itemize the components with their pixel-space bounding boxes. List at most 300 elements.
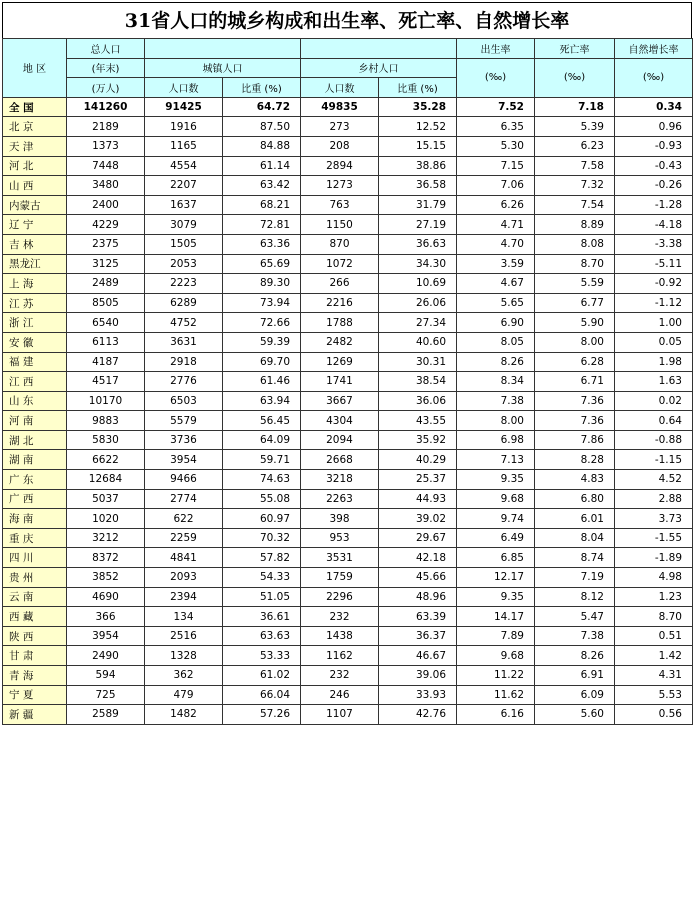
cell-rural-count: 232	[301, 607, 379, 627]
cell-urban-count: 4554	[145, 156, 223, 176]
cell-growth-rate: 5.53	[615, 685, 693, 705]
cell-total-pop: 3125	[67, 254, 145, 274]
cell-rural-ratio: 45.66	[379, 568, 457, 588]
cell-growth-rate: 1.63	[615, 372, 693, 392]
cell-rural-count: 2216	[301, 293, 379, 313]
table-row	[3, 352, 693, 372]
cell-total-pop: 3480	[67, 176, 145, 196]
cell-growth-rate: -0.26	[615, 176, 693, 196]
cell-urban-count: 479	[145, 685, 223, 705]
cell-urban-ratio: 64.72	[223, 97, 301, 117]
cell-birth-rate: 11.62	[457, 685, 535, 705]
cell-growth-rate: 0.64	[615, 411, 693, 431]
cell-urban-ratio: 72.66	[223, 313, 301, 333]
page-title: 31省人口的城乡构成和出生率、死亡率、自然增长率	[2, 2, 692, 38]
cell-rural-ratio: 27.19	[379, 215, 457, 235]
cell-death-rate: 8.00	[535, 332, 615, 352]
table-row	[3, 332, 693, 352]
header-region: 地 区	[3, 39, 67, 98]
cell-urban-count: 1916	[145, 117, 223, 137]
cell-urban-count: 362	[145, 666, 223, 686]
cell-rural-count: 2894	[301, 156, 379, 176]
cell-rural-ratio: 29.67	[379, 528, 457, 548]
cell-total-pop: 4229	[67, 215, 145, 235]
cell-rural-count: 2094	[301, 430, 379, 450]
cell-rural-ratio: 36.37	[379, 626, 457, 646]
cell-death-rate: 6.01	[535, 509, 615, 529]
table-row	[3, 254, 693, 274]
cell-birth-rate: 4.67	[457, 274, 535, 294]
cell-birth-rate: 6.90	[457, 313, 535, 333]
cell-death-rate: 6.71	[535, 372, 615, 392]
cell-urban-ratio: 54.33	[223, 568, 301, 588]
table-row	[3, 509, 693, 529]
cell-urban-count: 3954	[145, 450, 223, 470]
cell-rural-ratio: 42.76	[379, 705, 457, 725]
table-header	[3, 39, 693, 98]
cell-birth-rate: 6.26	[457, 195, 535, 215]
header-death-rate: 死亡率	[535, 39, 615, 59]
table-row	[3, 117, 693, 137]
table-row	[3, 411, 693, 431]
cell-birth-rate: 7.38	[457, 391, 535, 411]
cell-growth-rate: 1.42	[615, 646, 693, 666]
cell-death-rate: 8.08	[535, 234, 615, 254]
table-body	[3, 97, 693, 724]
cell-region: 北 京	[3, 117, 67, 137]
cell-region: 甘 肃	[3, 646, 67, 666]
table-row	[3, 313, 693, 333]
cell-birth-rate: 8.05	[457, 332, 535, 352]
cell-region: 河 北	[3, 156, 67, 176]
cell-urban-ratio: 36.61	[223, 607, 301, 627]
cell-rural-ratio: 39.06	[379, 666, 457, 686]
cell-rural-ratio: 30.31	[379, 352, 457, 372]
cell-birth-rate: 4.70	[457, 234, 535, 254]
cell-rural-count: 1273	[301, 176, 379, 196]
header-birth-rate: 出生率	[457, 39, 535, 59]
cell-urban-count: 3631	[145, 332, 223, 352]
cell-death-rate: 6.09	[535, 685, 615, 705]
cell-urban-count: 2394	[145, 587, 223, 607]
cell-region: 宁 夏	[3, 685, 67, 705]
cell-rural-ratio: 25.37	[379, 470, 457, 490]
cell-rural-ratio: 40.60	[379, 332, 457, 352]
cell-urban-count: 5579	[145, 411, 223, 431]
cell-rural-count: 3667	[301, 391, 379, 411]
cell-growth-rate: -0.43	[615, 156, 693, 176]
cell-rural-ratio: 35.28	[379, 97, 457, 117]
header-birth-unit: (‰)	[457, 58, 535, 97]
cell-rural-count: 2482	[301, 332, 379, 352]
header-death-unit: (‰)	[535, 58, 615, 97]
header-urban-count: 人口数	[145, 78, 223, 98]
cell-urban-ratio: 56.45	[223, 411, 301, 431]
cell-urban-count: 2776	[145, 372, 223, 392]
cell-urban-ratio: 55.08	[223, 489, 301, 509]
cell-urban-count: 2774	[145, 489, 223, 509]
cell-urban-ratio: 53.33	[223, 646, 301, 666]
cell-death-rate: 6.28	[535, 352, 615, 372]
cell-rural-count: 953	[301, 528, 379, 548]
cell-region: 广 西	[3, 489, 67, 509]
cell-total-pop: 8505	[67, 293, 145, 313]
cell-birth-rate: 3.59	[457, 254, 535, 274]
cell-urban-ratio: 68.21	[223, 195, 301, 215]
cell-urban-count: 6289	[145, 293, 223, 313]
cell-rural-ratio: 38.86	[379, 156, 457, 176]
cell-urban-ratio: 57.82	[223, 548, 301, 568]
cell-birth-rate: 7.52	[457, 97, 535, 117]
table-row	[3, 293, 693, 313]
table-row	[3, 450, 693, 470]
cell-growth-rate: -3.38	[615, 234, 693, 254]
cell-region: 上 海	[3, 274, 67, 294]
cell-rural-ratio: 31.79	[379, 195, 457, 215]
cell-total-pop: 2375	[67, 234, 145, 254]
header-total-pop-year-end: (年末)	[67, 58, 145, 78]
cell-death-rate: 7.19	[535, 568, 615, 588]
cell-growth-rate: 0.56	[615, 705, 693, 725]
cell-urban-ratio: 70.32	[223, 528, 301, 548]
cell-urban-ratio: 63.63	[223, 626, 301, 646]
cell-total-pop: 725	[67, 685, 145, 705]
cell-urban-count: 3736	[145, 430, 223, 450]
cell-total-pop: 12684	[67, 470, 145, 490]
table-row	[3, 234, 693, 254]
cell-growth-rate: 2.88	[615, 489, 693, 509]
cell-rural-ratio: 63.39	[379, 607, 457, 627]
cell-growth-rate: 3.73	[615, 509, 693, 529]
cell-urban-ratio: 59.39	[223, 332, 301, 352]
table-row	[3, 685, 693, 705]
population-table	[2, 38, 693, 725]
cell-urban-ratio: 73.94	[223, 293, 301, 313]
cell-birth-rate: 12.17	[457, 568, 535, 588]
cell-death-rate: 7.18	[535, 97, 615, 117]
cell-birth-rate: 8.00	[457, 411, 535, 431]
cell-death-rate: 5.60	[535, 705, 615, 725]
cell-growth-rate: 0.02	[615, 391, 693, 411]
cell-total-pop: 2189	[67, 117, 145, 137]
cell-urban-ratio: 61.14	[223, 156, 301, 176]
header-rural-pop: 乡村人口	[301, 58, 457, 78]
cell-birth-rate: 7.13	[457, 450, 535, 470]
header-blank-urban	[145, 39, 301, 59]
cell-total-pop: 594	[67, 666, 145, 686]
cell-rural-ratio: 10.69	[379, 274, 457, 294]
cell-birth-rate: 9.35	[457, 470, 535, 490]
cell-urban-ratio: 72.81	[223, 215, 301, 235]
cell-rural-count: 763	[301, 195, 379, 215]
cell-region: 福 建	[3, 352, 67, 372]
cell-birth-rate: 8.26	[457, 352, 535, 372]
header-total-pop-unit: (万人)	[67, 78, 145, 98]
cell-urban-ratio: 60.97	[223, 509, 301, 529]
cell-death-rate: 5.59	[535, 274, 615, 294]
cell-total-pop: 1020	[67, 509, 145, 529]
cell-total-pop: 4517	[67, 372, 145, 392]
cell-rural-ratio: 27.34	[379, 313, 457, 333]
cell-total-pop: 2490	[67, 646, 145, 666]
cell-urban-ratio: 69.70	[223, 352, 301, 372]
cell-region: 新 疆	[3, 705, 67, 725]
cell-total-pop: 6113	[67, 332, 145, 352]
cell-urban-count: 1637	[145, 195, 223, 215]
cell-urban-count: 2093	[145, 568, 223, 588]
cell-region: 吉 林	[3, 234, 67, 254]
cell-rural-count: 2668	[301, 450, 379, 470]
cell-rural-ratio: 35.92	[379, 430, 457, 450]
cell-region: 黑龙江	[3, 254, 67, 274]
table-row	[3, 470, 693, 490]
cell-growth-rate: 0.34	[615, 97, 693, 117]
cell-region: 广 东	[3, 470, 67, 490]
cell-total-pop: 4690	[67, 587, 145, 607]
cell-rural-count: 49835	[301, 97, 379, 117]
cell-urban-count: 4841	[145, 548, 223, 568]
cell-rural-count: 208	[301, 136, 379, 156]
table-row	[3, 705, 693, 725]
cell-death-rate: 7.58	[535, 156, 615, 176]
cell-birth-rate: 7.15	[457, 156, 535, 176]
cell-death-rate: 4.83	[535, 470, 615, 490]
cell-growth-rate: 4.98	[615, 568, 693, 588]
cell-growth-rate: 0.96	[615, 117, 693, 137]
cell-death-rate: 8.12	[535, 587, 615, 607]
cell-total-pop: 6540	[67, 313, 145, 333]
cell-total-pop: 2489	[67, 274, 145, 294]
cell-region: 湖 北	[3, 430, 67, 450]
cell-region: 山 西	[3, 176, 67, 196]
cell-rural-count: 1150	[301, 215, 379, 235]
table-row	[3, 528, 693, 548]
cell-death-rate: 6.77	[535, 293, 615, 313]
table-row	[3, 97, 693, 117]
cell-death-rate: 8.28	[535, 450, 615, 470]
cell-rural-count: 1759	[301, 568, 379, 588]
cell-total-pop: 6622	[67, 450, 145, 470]
cell-growth-rate: -1.28	[615, 195, 693, 215]
cell-death-rate: 7.86	[535, 430, 615, 450]
cell-rural-ratio: 36.06	[379, 391, 457, 411]
cell-birth-rate: 7.89	[457, 626, 535, 646]
cell-death-rate: 8.74	[535, 548, 615, 568]
cell-urban-ratio: 51.05	[223, 587, 301, 607]
cell-growth-rate: -1.15	[615, 450, 693, 470]
cell-region: 天 津	[3, 136, 67, 156]
cell-urban-ratio: 61.46	[223, 372, 301, 392]
table-row	[3, 430, 693, 450]
cell-total-pop: 3852	[67, 568, 145, 588]
header-rural-ratio: 比重 (%)	[379, 78, 457, 98]
cell-birth-rate: 8.34	[457, 372, 535, 392]
header-urban-pop: 城镇人口	[145, 58, 301, 78]
cell-urban-count: 2207	[145, 176, 223, 196]
cell-death-rate: 6.23	[535, 136, 615, 156]
cell-growth-rate: 4.31	[615, 666, 693, 686]
cell-growth-rate: -1.12	[615, 293, 693, 313]
cell-urban-ratio: 63.94	[223, 391, 301, 411]
table-row	[3, 195, 693, 215]
cell-death-rate: 7.36	[535, 411, 615, 431]
cell-urban-count: 2259	[145, 528, 223, 548]
cell-region: 西 藏	[3, 607, 67, 627]
cell-rural-ratio: 26.06	[379, 293, 457, 313]
cell-urban-ratio: 87.50	[223, 117, 301, 137]
cell-urban-ratio: 59.71	[223, 450, 301, 470]
cell-urban-count: 1328	[145, 646, 223, 666]
cell-region: 陕 西	[3, 626, 67, 646]
table-row	[3, 215, 693, 235]
cell-growth-rate: -1.89	[615, 548, 693, 568]
cell-birth-rate: 5.30	[457, 136, 535, 156]
cell-rural-count: 1269	[301, 352, 379, 372]
cell-rural-ratio: 38.54	[379, 372, 457, 392]
cell-birth-rate: 5.65	[457, 293, 535, 313]
cell-total-pop: 9883	[67, 411, 145, 431]
cell-total-pop: 3954	[67, 626, 145, 646]
cell-urban-count: 622	[145, 509, 223, 529]
cell-death-rate: 7.32	[535, 176, 615, 196]
cell-growth-rate: 1.00	[615, 313, 693, 333]
cell-region: 山 东	[3, 391, 67, 411]
cell-death-rate: 8.89	[535, 215, 615, 235]
cell-urban-count: 3079	[145, 215, 223, 235]
cell-birth-rate: 4.71	[457, 215, 535, 235]
cell-total-pop: 7448	[67, 156, 145, 176]
cell-total-pop: 2400	[67, 195, 145, 215]
cell-urban-ratio: 63.42	[223, 176, 301, 196]
cell-birth-rate: 6.16	[457, 705, 535, 725]
cell-rural-ratio: 15.15	[379, 136, 457, 156]
header-blank-rural	[301, 39, 457, 59]
cell-urban-ratio: 66.04	[223, 685, 301, 705]
cell-death-rate: 7.36	[535, 391, 615, 411]
cell-rural-ratio: 36.58	[379, 176, 457, 196]
cell-rural-ratio: 36.63	[379, 234, 457, 254]
cell-rural-count: 1107	[301, 705, 379, 725]
cell-total-pop: 1373	[67, 136, 145, 156]
header-growth-unit: (‰)	[615, 58, 693, 97]
cell-region: 重 庆	[3, 528, 67, 548]
cell-region: 贵 州	[3, 568, 67, 588]
cell-birth-rate: 6.49	[457, 528, 535, 548]
cell-urban-ratio: 65.69	[223, 254, 301, 274]
cell-growth-rate: 1.23	[615, 587, 693, 607]
cell-urban-count: 4752	[145, 313, 223, 333]
cell-urban-ratio: 64.09	[223, 430, 301, 450]
cell-rural-count: 1072	[301, 254, 379, 274]
cell-growth-rate: -0.88	[615, 430, 693, 450]
cell-region: 青 海	[3, 666, 67, 686]
cell-rural-ratio: 44.93	[379, 489, 457, 509]
cell-rural-count: 1438	[301, 626, 379, 646]
cell-birth-rate: 6.98	[457, 430, 535, 450]
cell-urban-ratio: 61.02	[223, 666, 301, 686]
cell-urban-count: 1505	[145, 234, 223, 254]
cell-rural-count: 870	[301, 234, 379, 254]
cell-rural-count: 1162	[301, 646, 379, 666]
cell-rural-count: 1741	[301, 372, 379, 392]
cell-birth-rate: 6.85	[457, 548, 535, 568]
cell-growth-rate: -5.11	[615, 254, 693, 274]
cell-growth-rate: 0.51	[615, 626, 693, 646]
cell-birth-rate: 9.68	[457, 646, 535, 666]
cell-urban-ratio: 63.36	[223, 234, 301, 254]
cell-region: 辽 宁	[3, 215, 67, 235]
cell-rural-ratio: 33.93	[379, 685, 457, 705]
cell-total-pop: 5830	[67, 430, 145, 450]
cell-total-pop: 2589	[67, 705, 145, 725]
table-row	[3, 626, 693, 646]
header-urban-ratio: 比重 (%)	[223, 78, 301, 98]
table-row	[3, 274, 693, 294]
cell-urban-count: 2053	[145, 254, 223, 274]
cell-urban-count: 134	[145, 607, 223, 627]
cell-region: 安 徽	[3, 332, 67, 352]
cell-death-rate: 8.70	[535, 254, 615, 274]
cell-growth-rate: -1.55	[615, 528, 693, 548]
cell-region: 湖 南	[3, 450, 67, 470]
cell-death-rate: 8.26	[535, 646, 615, 666]
cell-birth-rate: 9.35	[457, 587, 535, 607]
cell-region: 浙 江	[3, 313, 67, 333]
table-row	[3, 666, 693, 686]
cell-growth-rate: 1.98	[615, 352, 693, 372]
cell-death-rate: 6.80	[535, 489, 615, 509]
table-row	[3, 646, 693, 666]
cell-rural-count: 1788	[301, 313, 379, 333]
cell-growth-rate: -0.92	[615, 274, 693, 294]
cell-rural-ratio: 40.29	[379, 450, 457, 470]
cell-rural-ratio: 48.96	[379, 587, 457, 607]
cell-birth-rate: 14.17	[457, 607, 535, 627]
cell-growth-rate: -0.93	[615, 136, 693, 156]
cell-urban-count: 2918	[145, 352, 223, 372]
cell-death-rate: 7.38	[535, 626, 615, 646]
cell-total-pop: 4187	[67, 352, 145, 372]
cell-rural-ratio: 46.67	[379, 646, 457, 666]
cell-urban-count: 91425	[145, 97, 223, 117]
cell-urban-ratio: 74.63	[223, 470, 301, 490]
table-row	[3, 156, 693, 176]
cell-total-pop: 3212	[67, 528, 145, 548]
cell-rural-count: 246	[301, 685, 379, 705]
cell-rural-count: 2296	[301, 587, 379, 607]
cell-growth-rate: 8.70	[615, 607, 693, 627]
cell-birth-rate: 6.35	[457, 117, 535, 137]
cell-death-rate: 5.90	[535, 313, 615, 333]
table-row	[3, 136, 693, 156]
cell-rural-count: 3218	[301, 470, 379, 490]
cell-death-rate: 7.54	[535, 195, 615, 215]
table-container	[2, 2, 692, 725]
cell-growth-rate: 4.52	[615, 470, 693, 490]
table-row	[3, 176, 693, 196]
table-row	[3, 489, 693, 509]
cell-rural-count: 398	[301, 509, 379, 529]
cell-urban-count: 6503	[145, 391, 223, 411]
cell-birth-rate: 11.22	[457, 666, 535, 686]
cell-region: 四 川	[3, 548, 67, 568]
cell-rural-ratio: 39.02	[379, 509, 457, 529]
cell-region: 海 南	[3, 509, 67, 529]
table-row	[3, 548, 693, 568]
table-row	[3, 372, 693, 392]
header-growth-rate: 自然增长率	[615, 39, 693, 59]
cell-urban-ratio: 84.88	[223, 136, 301, 156]
